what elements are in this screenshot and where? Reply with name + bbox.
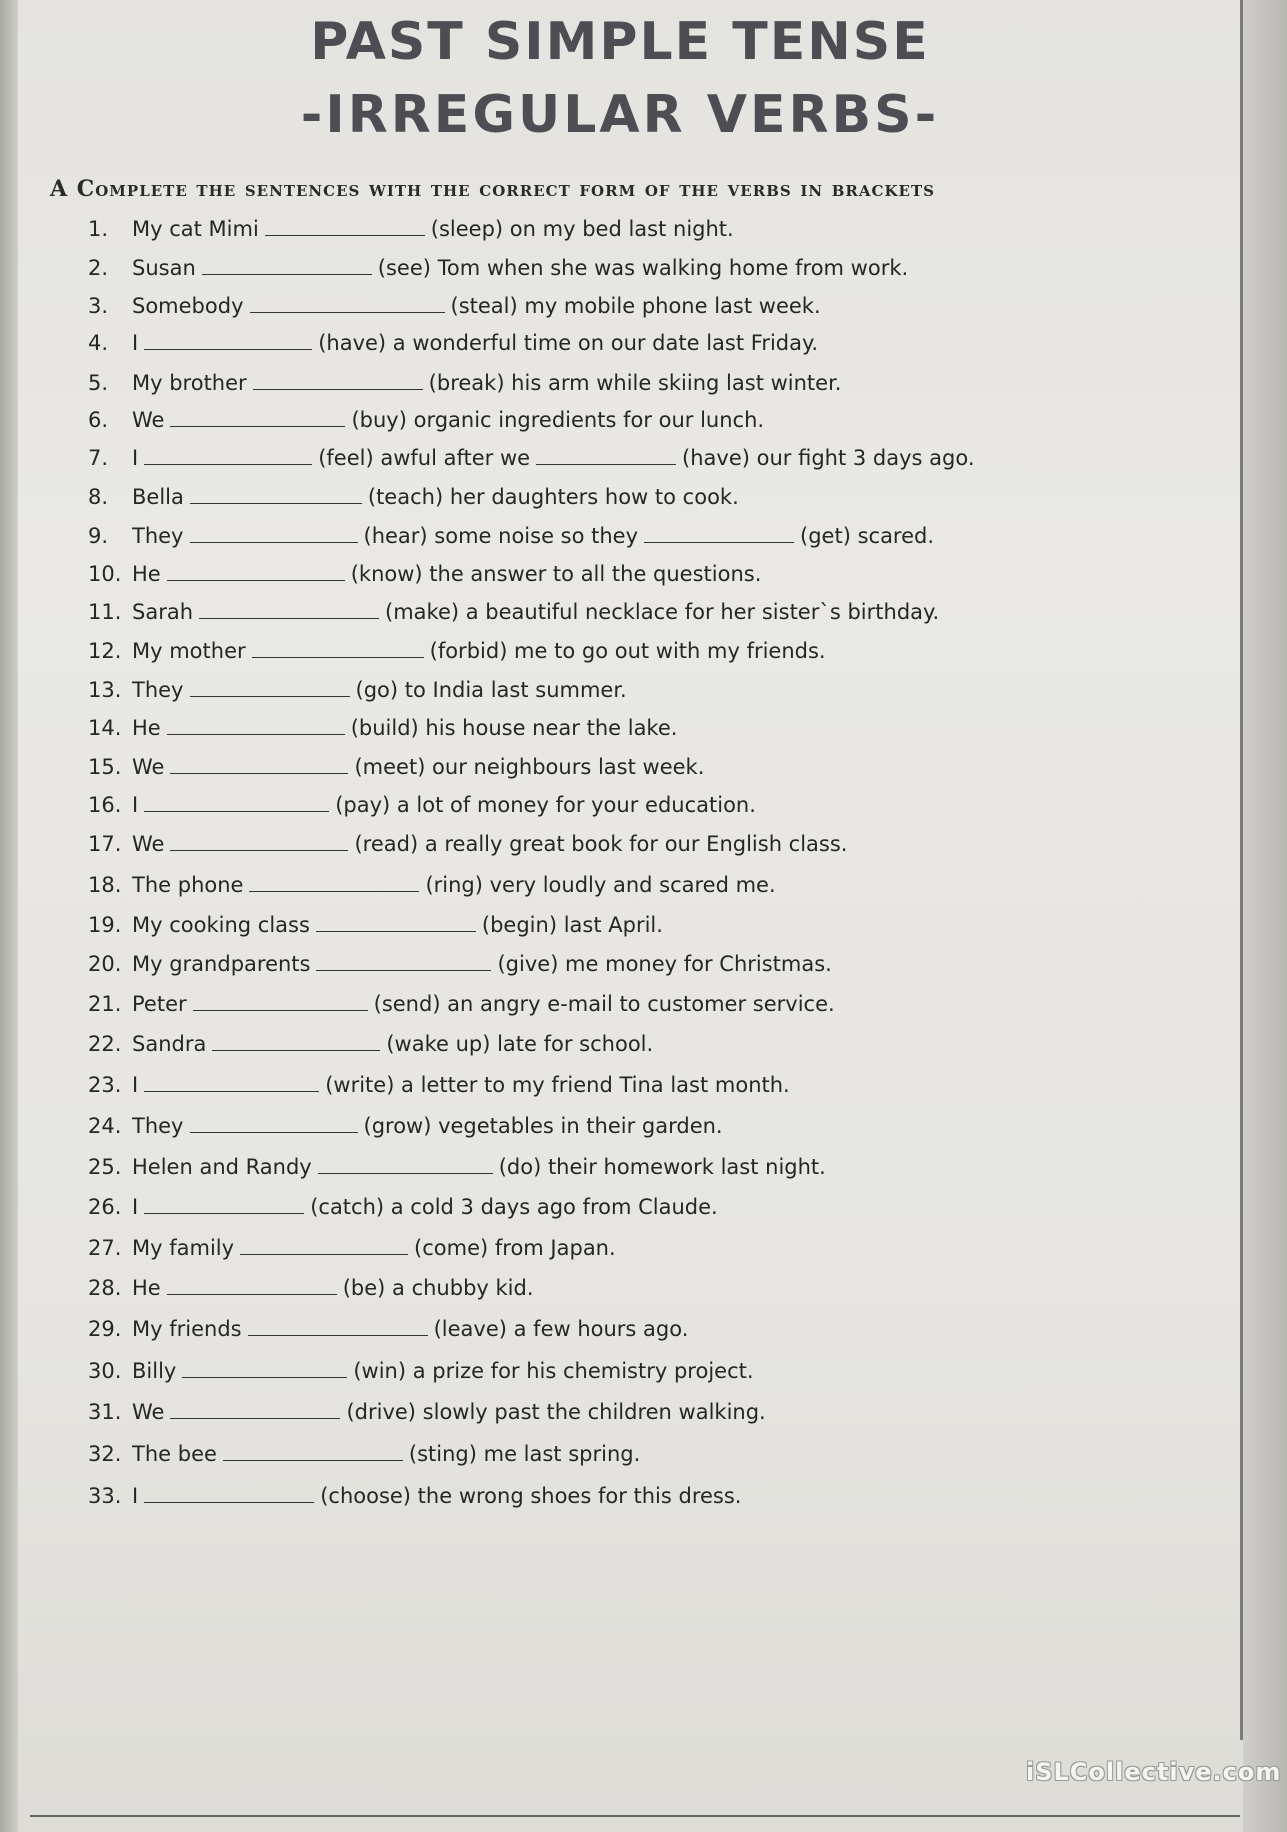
exercise-number: 20. [88, 952, 122, 976]
sentence-text: (give) me money for Christmas. [497, 952, 832, 976]
sentence-text: (know) the answer to all the questions. [350, 562, 762, 586]
sentence-subject: My brother [132, 371, 247, 395]
exercise-row [88, 522, 934, 550]
sentence-text: (leave) a few hours ago. [433, 1317, 689, 1341]
exercise-number: 26. [88, 1195, 122, 1219]
sentence-text: (feel) awful after we [318, 446, 531, 470]
sentence-subject: My grandparents [132, 952, 311, 976]
exercise-number: 10. [88, 562, 122, 586]
answer-blank[interactable] [190, 1114, 358, 1133]
exercise-row [88, 1440, 640, 1468]
sentence-subject: I [132, 1073, 139, 1097]
sentence-subject: Bella [132, 485, 184, 509]
answer-blank[interactable] [144, 331, 312, 350]
answer-blank[interactable] [190, 485, 362, 504]
exercise-row [88, 444, 975, 472]
exercise-number: 15. [88, 755, 122, 779]
exercise-number: 7. [88, 446, 109, 470]
answer-blank[interactable] [199, 600, 379, 619]
sentence-text: (come) from Japan. [414, 1236, 616, 1260]
answer-blank[interactable] [170, 408, 345, 427]
worksheet-title: PAST SIMPLE TENSE [310, 12, 930, 72]
exercise-number: 29. [88, 1317, 122, 1341]
exercise-number: 2. [88, 256, 109, 280]
sentence-subject: Helen and Randy [132, 1155, 312, 1179]
exercise-number: 12. [88, 639, 122, 663]
sentence-text: (write) a letter to my friend Tina last month. [325, 1073, 790, 1097]
exercise-number: 21. [88, 992, 122, 1016]
sentence-text: (build) his house near the lake. [350, 716, 678, 740]
answer-blank[interactable] [644, 524, 794, 543]
sentence-text: (sting) me last spring. [408, 1442, 641, 1466]
exercise-row [88, 1482, 742, 1510]
sentence-subject: I [132, 446, 139, 470]
exercise-row [88, 406, 764, 434]
answer-blank[interactable] [144, 446, 312, 465]
answer-blank[interactable] [223, 1442, 403, 1461]
answer-blank[interactable] [248, 1317, 428, 1336]
exercise-row [88, 990, 835, 1018]
answer-blank[interactable] [167, 1276, 337, 1295]
sentence-subject: We [132, 1400, 165, 1424]
sentence-subject: I [132, 1484, 139, 1508]
exercise-number: 23. [88, 1073, 122, 1097]
sentence-text: (hear) some noise so they [363, 524, 639, 548]
exercise-row [88, 483, 739, 511]
sentence-text: (have) our fight 3 days ago. [682, 446, 975, 470]
sentence-text: (drive) slowly past the children walking. [346, 1400, 766, 1424]
sentence-subject: Somebody [132, 294, 244, 318]
exercise-number: 24. [88, 1114, 122, 1138]
exercise-row [88, 292, 821, 320]
sentence-subject: I [132, 1195, 139, 1219]
sentence-text: (catch) a cold 3 days ago from Claude. [310, 1195, 718, 1219]
exercise-number: 31. [88, 1400, 122, 1424]
exercise-row [88, 1357, 754, 1385]
exercise-number: 13. [88, 678, 122, 702]
exercise-number: 3. [88, 294, 109, 318]
answer-blank[interactable] [144, 1073, 319, 1092]
exercise-row [88, 1030, 653, 1058]
exercise-row [88, 791, 756, 819]
sentence-subject: We [132, 832, 165, 856]
exercise-number: 9. [88, 524, 109, 548]
sentence-text: (forbid) me to go out with my friends. [429, 639, 826, 663]
sentence-text: (pay) a lot of money for your education. [335, 793, 756, 817]
sentence-subject: We [132, 755, 165, 779]
answer-blank[interactable] [253, 371, 423, 390]
exercise-number: 32. [88, 1442, 122, 1466]
sentence-subject: My friends [132, 1317, 242, 1341]
sentence-text: (read) a really great book for our English class. [354, 832, 848, 856]
sentence-subject: The bee [132, 1442, 217, 1466]
sentence-subject: The phone [132, 873, 244, 897]
page-right-margin [1243, 0, 1287, 1832]
exercise-number: 1. [88, 217, 109, 241]
site-watermark: iSLCollective.com [1026, 1758, 1282, 1786]
exercise-row [88, 215, 734, 243]
exercise-number: 25. [88, 1155, 122, 1179]
exercise-row [88, 1234, 616, 1262]
sentence-subject: They [132, 1114, 184, 1138]
sentence-subject: He [132, 716, 161, 740]
sentence-subject: We [132, 408, 165, 432]
exercise-number: 22. [88, 1032, 122, 1056]
answer-blank[interactable] [252, 639, 424, 658]
exercise-row [88, 560, 761, 588]
answer-blank[interactable] [316, 952, 491, 971]
sentence-subject: My family [132, 1236, 235, 1260]
sentence-subject: I [132, 331, 139, 355]
answer-blank[interactable] [212, 1032, 380, 1051]
sentence-text: (see) Tom when she was walking home from work. [377, 256, 909, 280]
sentence-subject: My cat Mimi [132, 217, 259, 241]
answer-blank[interactable] [190, 678, 350, 697]
exercise-row [88, 637, 826, 665]
sentence-text: (be) a chubby kid. [342, 1276, 534, 1300]
exercise-row [88, 1153, 826, 1181]
sentence-text: (sleep) on my bed last night. [430, 217, 734, 241]
exercise-number: 33. [88, 1484, 122, 1508]
sentence-subject: He [132, 562, 161, 586]
answer-blank[interactable] [182, 1359, 347, 1378]
exercise-number: 11. [88, 600, 122, 624]
answer-blank[interactable] [202, 256, 372, 275]
answer-blank[interactable] [240, 1236, 408, 1255]
sentence-text: (teach) her daughters how to cook. [367, 485, 739, 509]
exercise-row [88, 1071, 790, 1099]
sentence-text: (grow) vegetables in their garden. [363, 1114, 723, 1138]
sentence-text: (buy) organic ingredients for our lunch. [351, 408, 765, 432]
exercise-row [88, 1398, 766, 1426]
exercise-row [88, 714, 677, 742]
sentence-text: (choose) the wrong shoes for this dress. [320, 1484, 742, 1508]
answer-blank[interactable] [318, 1155, 493, 1174]
sentence-text: (steal) my mobile phone last week. [450, 294, 821, 318]
answer-blank[interactable] [193, 992, 368, 1011]
exercise-number: 18. [88, 873, 122, 897]
answer-blank[interactable] [170, 832, 348, 851]
exercise-row [88, 369, 841, 397]
exercise-instruction: A Complete the sentences with the correct form of the verbs in brackets [50, 176, 935, 202]
exercise-number: 28. [88, 1276, 122, 1300]
sentence-subject: They [132, 678, 184, 702]
answer-blank[interactable] [144, 1195, 304, 1214]
exercise-number: 27. [88, 1236, 122, 1260]
sentence-text: (make) a beautiful necklace for her sister`s birthday. [385, 600, 940, 624]
answer-blank[interactable] [536, 446, 676, 465]
exercise-row [88, 329, 818, 357]
exercise-row [88, 1112, 723, 1140]
worksheet-subtitle: -IRREGULAR VERBS- [300, 85, 940, 145]
sentence-subject: My cooking class [132, 913, 310, 937]
answer-blank[interactable] [170, 755, 348, 774]
sentence-text: (break) his arm while skiing last winter. [428, 371, 842, 395]
sentence-text: (get) scared. [800, 524, 935, 548]
sentence-text: (go) to India last summer. [355, 678, 627, 702]
exercise-row [88, 254, 908, 282]
exercise-row [88, 911, 663, 939]
sentence-subject: Billy [132, 1359, 177, 1383]
exercise-number: 4. [88, 331, 109, 355]
sentence-text: (meet) our neighbours last week. [354, 755, 705, 779]
answer-blank[interactable] [250, 294, 445, 313]
exercise-row [88, 950, 832, 978]
sentence-subject: I [132, 793, 139, 817]
sentence-text: (have) a wonderful time on our date last Friday. [318, 331, 819, 355]
sentence-subject: Sandra [132, 1032, 207, 1056]
exercise-row [88, 676, 627, 704]
page-bottom-divider [30, 1815, 1240, 1817]
exercise-row [88, 1193, 718, 1221]
answer-blank[interactable] [144, 793, 329, 812]
sentence-subject: My mother [132, 639, 246, 663]
exercise-number: 14. [88, 716, 122, 740]
sentence-text: (send) an angry e-mail to customer service. [373, 992, 835, 1016]
answer-blank[interactable] [265, 217, 425, 236]
exercise-row [88, 871, 776, 899]
exercise-number: 19. [88, 913, 122, 937]
answer-blank[interactable] [170, 1400, 340, 1419]
exercise-number: 6. [88, 408, 109, 432]
exercise-row [88, 598, 939, 626]
sentence-subject: They [132, 524, 184, 548]
sentence-text: (begin) last April. [481, 913, 663, 937]
sentence-text: (win) a prize for his chemistry project. [353, 1359, 754, 1383]
answer-blank[interactable] [144, 1484, 314, 1503]
exercise-number: 30. [88, 1359, 122, 1383]
exercise-number: 5. [88, 371, 109, 395]
sentence-subject: Sarah [132, 600, 194, 624]
sentence-subject: He [132, 1276, 161, 1300]
exercise-number: 8. [88, 485, 109, 509]
exercise-row [88, 753, 704, 781]
exercise-row [88, 1315, 688, 1343]
answer-blank[interactable] [167, 716, 345, 735]
sentence-subject: Susan [132, 256, 196, 280]
exercise-number: 16. [88, 793, 122, 817]
sentence-subject: Peter [132, 992, 187, 1016]
answer-blank[interactable] [249, 873, 419, 892]
sentence-text: (do) their homework last night. [498, 1155, 826, 1179]
sentence-text: (wake up) late for school. [386, 1032, 654, 1056]
sentence-text: (ring) very loudly and scared me. [425, 873, 776, 897]
answer-blank[interactable] [316, 913, 476, 932]
exercise-row [88, 830, 848, 858]
answer-blank[interactable] [167, 562, 345, 581]
answer-blank[interactable] [190, 524, 358, 543]
exercise-row [88, 1274, 534, 1302]
exercise-number: 17. [88, 832, 122, 856]
